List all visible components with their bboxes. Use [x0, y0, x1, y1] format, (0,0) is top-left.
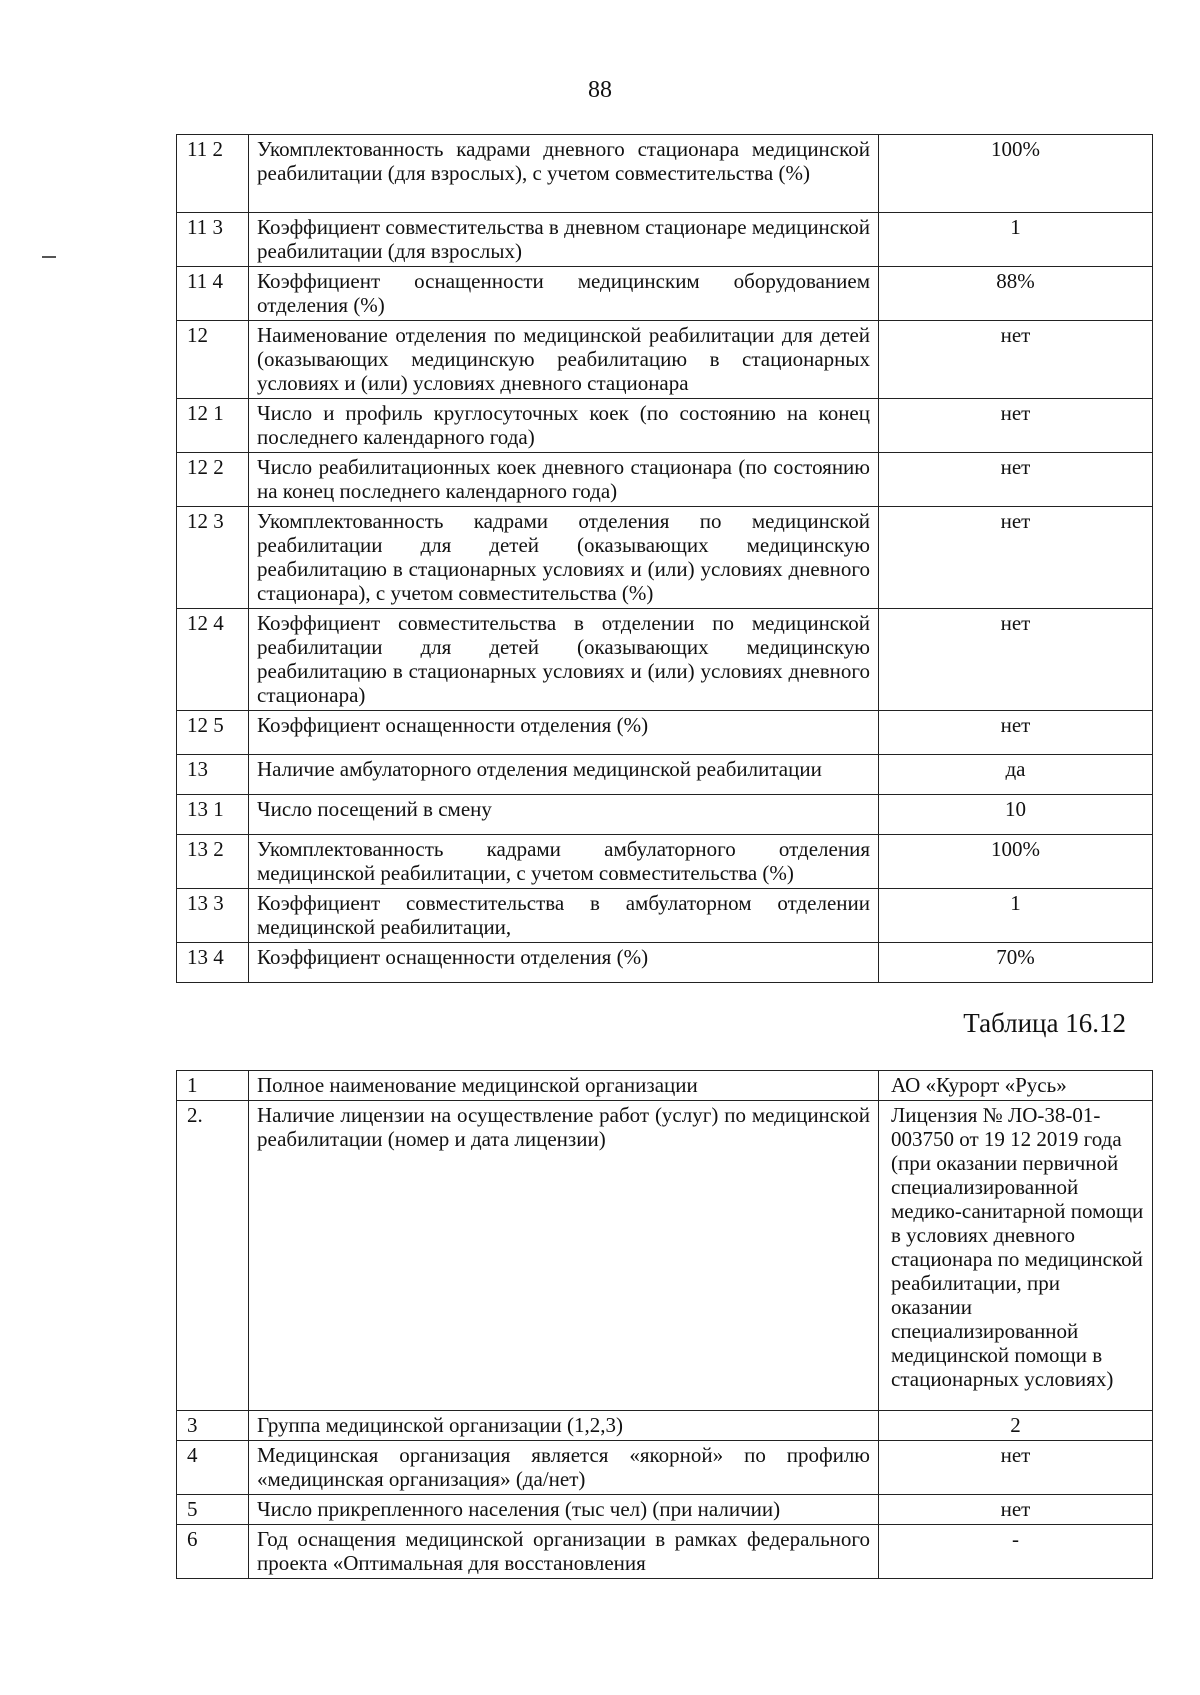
table-row [177, 1071, 1153, 1101]
row-value: АО «Курорт «Русь» [879, 1071, 1153, 1101]
table-row [177, 1411, 1153, 1441]
row-value: 100% [879, 835, 1153, 889]
row-value: нет [879, 321, 1153, 399]
table-row [177, 795, 1153, 835]
row-number: 13 [177, 755, 249, 795]
row-description: Укомплектованность кадрами дневного стационара медицинской реабилитации (для взрослых), с учетом совместительства (%) [249, 135, 879, 213]
table-row [177, 135, 1153, 213]
row-number: 12 1 [177, 399, 249, 453]
row-description: Группа медицинской организации (1,2,3) [249, 1411, 879, 1441]
row-value: нет [879, 609, 1153, 711]
table-row [177, 507, 1153, 609]
row-description: Коэффициент оснащенности медицинским оборудованием отделения (%) [249, 267, 879, 321]
row-value: 2 [879, 1411, 1153, 1441]
row-number: 2. [177, 1101, 249, 1411]
table-row [177, 1495, 1153, 1525]
row-number: 1 [177, 1071, 249, 1101]
row-description: Коэффициент оснащенности отделения (%) [249, 711, 879, 755]
row-number: 11 4 [177, 267, 249, 321]
row-value: 100% [879, 135, 1153, 213]
row-value: нет [879, 453, 1153, 507]
row-description: Коэффициент оснащенности отделения (%) [249, 943, 879, 983]
table-organization-info [176, 1070, 1153, 1579]
row-number: 5 [177, 1495, 249, 1525]
row-description: Число реабилитационных коек дневного стационара (по состоянию на конец последнего календарного года) [249, 453, 879, 507]
row-number: 3 [177, 1411, 249, 1441]
row-number: 13 3 [177, 889, 249, 943]
row-description: Число и профиль круглосуточных коек (по состоянию на конец последнего календарного года) [249, 399, 879, 453]
row-description: Коэффициент совместительства в дневном стационаре медицинской реабилитации (для взрослых) [249, 213, 879, 267]
row-value: Лицензия № ЛО-38-01-003750 от 19 12 2019 года (при оказании первичной специализированной медико-санитарной помощи в условиях дневного стационара по медицинской реабилитации, при оказании специализированной медицинской помощи в стационарных условиях) [879, 1101, 1153, 1411]
row-value: - [879, 1525, 1153, 1579]
row-description: Медицинская организация является «якорной» по профилю «медицинская организация» (да/нет) [249, 1441, 879, 1495]
row-description: Коэффициент совместительства в отделении по медицинской реабилитации для детей (оказывающих медицинскую реабилитацию в стационарных условиях и (или) условиях дневного стационара) [249, 609, 879, 711]
row-number: 13 2 [177, 835, 249, 889]
row-number: 12 [177, 321, 249, 399]
row-description: Укомплектованность кадрами отделения по медицинской реабилитации для детей (оказывающих медицинскую реабилитацию в стационарных условиях и (или) условиях дневного стационара), с учетом совместительства (%) [249, 507, 879, 609]
row-value: 1 [879, 213, 1153, 267]
page-number: 88 [588, 77, 612, 103]
row-number: 13 4 [177, 943, 249, 983]
row-value: нет [879, 711, 1153, 755]
table-row [177, 1441, 1153, 1495]
row-description: Наличие амбулаторного отделения медицинской реабилитации [249, 755, 879, 795]
table-rehab-indicators [176, 134, 1153, 983]
table-row [177, 399, 1153, 453]
row-description: Полное наименование медицинской организации [249, 1071, 879, 1101]
row-number: 12 5 [177, 711, 249, 755]
table-row [177, 1101, 1153, 1411]
row-number: 12 3 [177, 507, 249, 609]
table-row [177, 755, 1153, 795]
row-number: 11 2 [177, 135, 249, 213]
table-row [177, 453, 1153, 507]
row-value: нет [879, 399, 1153, 453]
row-number: 12 2 [177, 453, 249, 507]
row-number: 6 [177, 1525, 249, 1579]
row-value: 1 [879, 889, 1153, 943]
table-row [177, 1525, 1153, 1579]
row-description: Число прикрепленного населения (тыс чел) (при наличии) [249, 1495, 879, 1525]
row-value: нет [879, 1495, 1153, 1525]
row-description: Наличие лицензии на осуществление работ (услуг) по медицинской реабилитации (номер и дата лицензии) [249, 1101, 879, 1411]
table-row [177, 609, 1153, 711]
table-row [177, 711, 1153, 755]
row-description: Число посещений в смену [249, 795, 879, 835]
table-row [177, 835, 1153, 889]
scan-mark [42, 256, 56, 258]
row-description: Укомплектованность кадрами амбулаторного отделения медицинской реабилитации, с учетом совместительства (%) [249, 835, 879, 889]
table-row [177, 213, 1153, 267]
row-value: 70% [879, 943, 1153, 983]
table-caption: Таблица 16.12 [963, 1008, 1126, 1038]
row-description: Год оснащения медицинской организации в рамках федерального проекта «Оптимальная для восстановления [249, 1525, 879, 1579]
row-number: 4 [177, 1441, 249, 1495]
row-value: да [879, 755, 1153, 795]
table-row [177, 889, 1153, 943]
row-value: нет [879, 1441, 1153, 1495]
row-number: 13 1 [177, 795, 249, 835]
row-number: 11 3 [177, 213, 249, 267]
row-value: 10 [879, 795, 1153, 835]
row-number: 12 4 [177, 609, 249, 711]
row-description: Коэффициент совместительства в амбулаторном отделении медицинской реабилитации, [249, 889, 879, 943]
row-value: нет [879, 507, 1153, 609]
table-row [177, 267, 1153, 321]
table-row [177, 321, 1153, 399]
table-row [177, 943, 1153, 983]
row-description: Наименование отделения по медицинской реабилитации для детей (оказывающих медицинскую реабилитацию в стационарных условиях и (или) условиях дневного стационара [249, 321, 879, 399]
row-value: 88% [879, 267, 1153, 321]
